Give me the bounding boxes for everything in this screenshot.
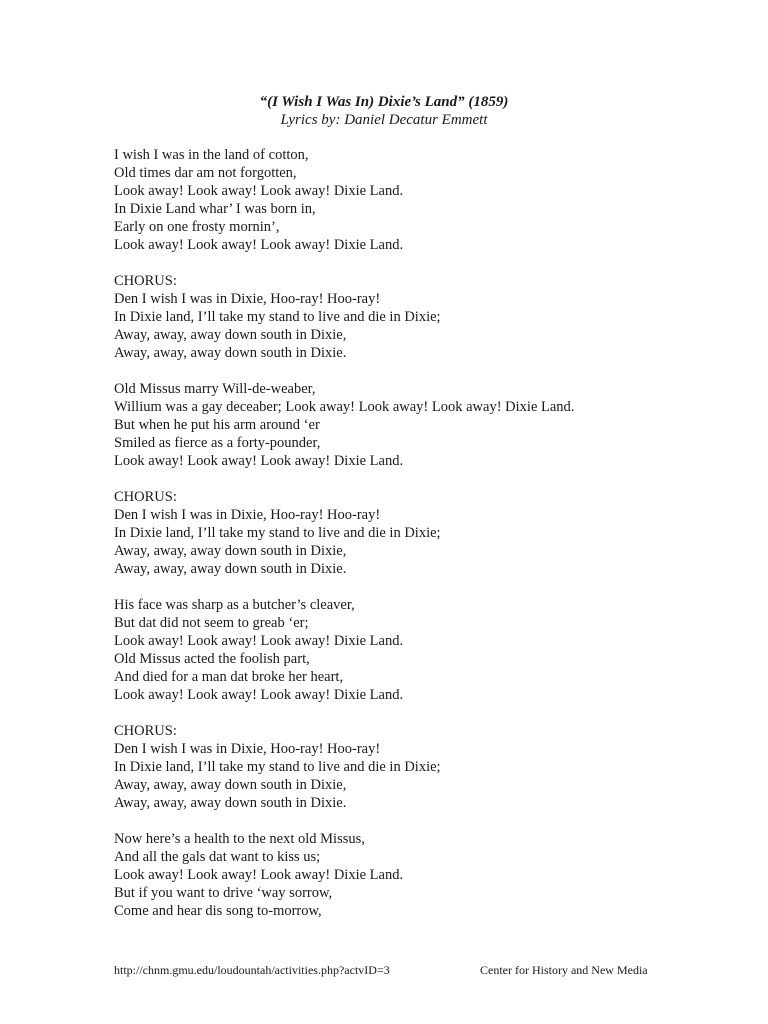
lyric-line: Away, away, away down south in Dixie. — [114, 795, 347, 811]
lyric-line: In Dixie land, I’ll take my stand to live and die in Dixie; — [114, 525, 441, 541]
lyric-line: CHORUS: — [114, 273, 177, 289]
lyric-line: I wish I was in the land of cotton, — [114, 147, 309, 163]
lyric-line: His face was sharp as a butcher’s cleaver, — [114, 597, 355, 613]
lyric-line: And died for a man dat broke her heart, — [114, 669, 344, 685]
lyric-line: And all the gals dat want to kiss us; — [114, 849, 321, 865]
lyric-line: Come and hear dis song to-morrow, — [114, 903, 322, 919]
lyric-line: Away, away, away down south in Dixie, — [114, 543, 347, 559]
lyric-line: Look away! Look away! Look away! Dixie Land. — [114, 453, 404, 469]
lyric-line: But if you want to drive ‘way sorrow, — [114, 885, 333, 901]
lyrics-body — [114, 146, 734, 938]
lyrics-stanza — [114, 380, 734, 470]
document-subtitle: Lyrics by: Daniel Decatur Emmett — [280, 112, 488, 128]
document-title: “(I Wish I Was In) Dixie’s Land” (1859) — [259, 94, 509, 110]
lyric-line: In Dixie land, I’ll take my stand to live and die in Dixie; — [114, 309, 441, 325]
lyric-line: Look away! Look away! Look away! Dixie Land. — [114, 237, 404, 253]
lyric-line: Away, away, away down south in Dixie, — [114, 777, 347, 793]
lyric-line: Old Missus marry Will-de-weaber, — [114, 381, 316, 397]
lyric-line: Willium was a gay deceaber; Look away! Look away! Look away! Dixie Land. — [114, 399, 575, 415]
lyrics-stanza — [114, 830, 734, 920]
lyric-line: Away, away, away down south in Dixie. — [114, 345, 347, 361]
lyric-line: Den I wish I was in Dixie, Hoo-ray! Hoo-ray! — [114, 507, 381, 523]
lyric-line: Den I wish I was in Dixie, Hoo-ray! Hoo-ray! — [114, 741, 381, 757]
lyric-line: Away, away, away down south in Dixie. — [114, 561, 347, 577]
lyric-line: Look away! Look away! Look away! Dixie Land. — [114, 687, 404, 703]
lyric-line: In Dixie land, I’ll take my stand to live and die in Dixie; — [114, 759, 441, 775]
lyric-line: In Dixie Land whar’ I was born in, — [114, 201, 316, 217]
lyric-line: But when he put his arm around ‘er — [114, 417, 320, 433]
lyrics-stanza — [114, 146, 734, 254]
lyric-line: Old Missus acted the foolish part, — [114, 651, 310, 667]
lyric-line: Look away! Look away! Look away! Dixie Land. — [114, 633, 404, 649]
lyric-line: Now here’s a health to the next old Missus, — [114, 831, 365, 847]
lyric-line: Look away! Look away! Look away! Dixie Land. — [114, 867, 404, 883]
lyric-line: Look away! Look away! Look away! Dixie Land. — [114, 183, 404, 199]
lyric-line: CHORUS: — [114, 489, 177, 505]
lyric-line: Smiled as fierce as a forty-pounder, — [114, 435, 321, 451]
lyric-line: Away, away, away down south in Dixie, — [114, 327, 347, 343]
lyrics-stanza — [114, 722, 734, 812]
footer-url: http://chnm.gmu.edu/loudountah/activities.php?actvID=3 — [114, 963, 390, 977]
lyric-line: Den I wish I was in Dixie, Hoo-ray! Hoo-ray! — [114, 291, 381, 307]
lyric-line: Early on one frosty mornin’, — [114, 219, 280, 235]
lyric-line: CHORUS: — [114, 723, 177, 739]
footer-organization: Center for History and New Media — [480, 963, 648, 977]
lyrics-stanza — [114, 488, 734, 578]
lyrics-stanza — [114, 272, 734, 362]
lyric-line: But dat did not seem to greab ‘er; — [114, 615, 309, 631]
lyric-line: Old times dar am not forgotten, — [114, 165, 297, 181]
lyrics-stanza — [114, 596, 734, 704]
